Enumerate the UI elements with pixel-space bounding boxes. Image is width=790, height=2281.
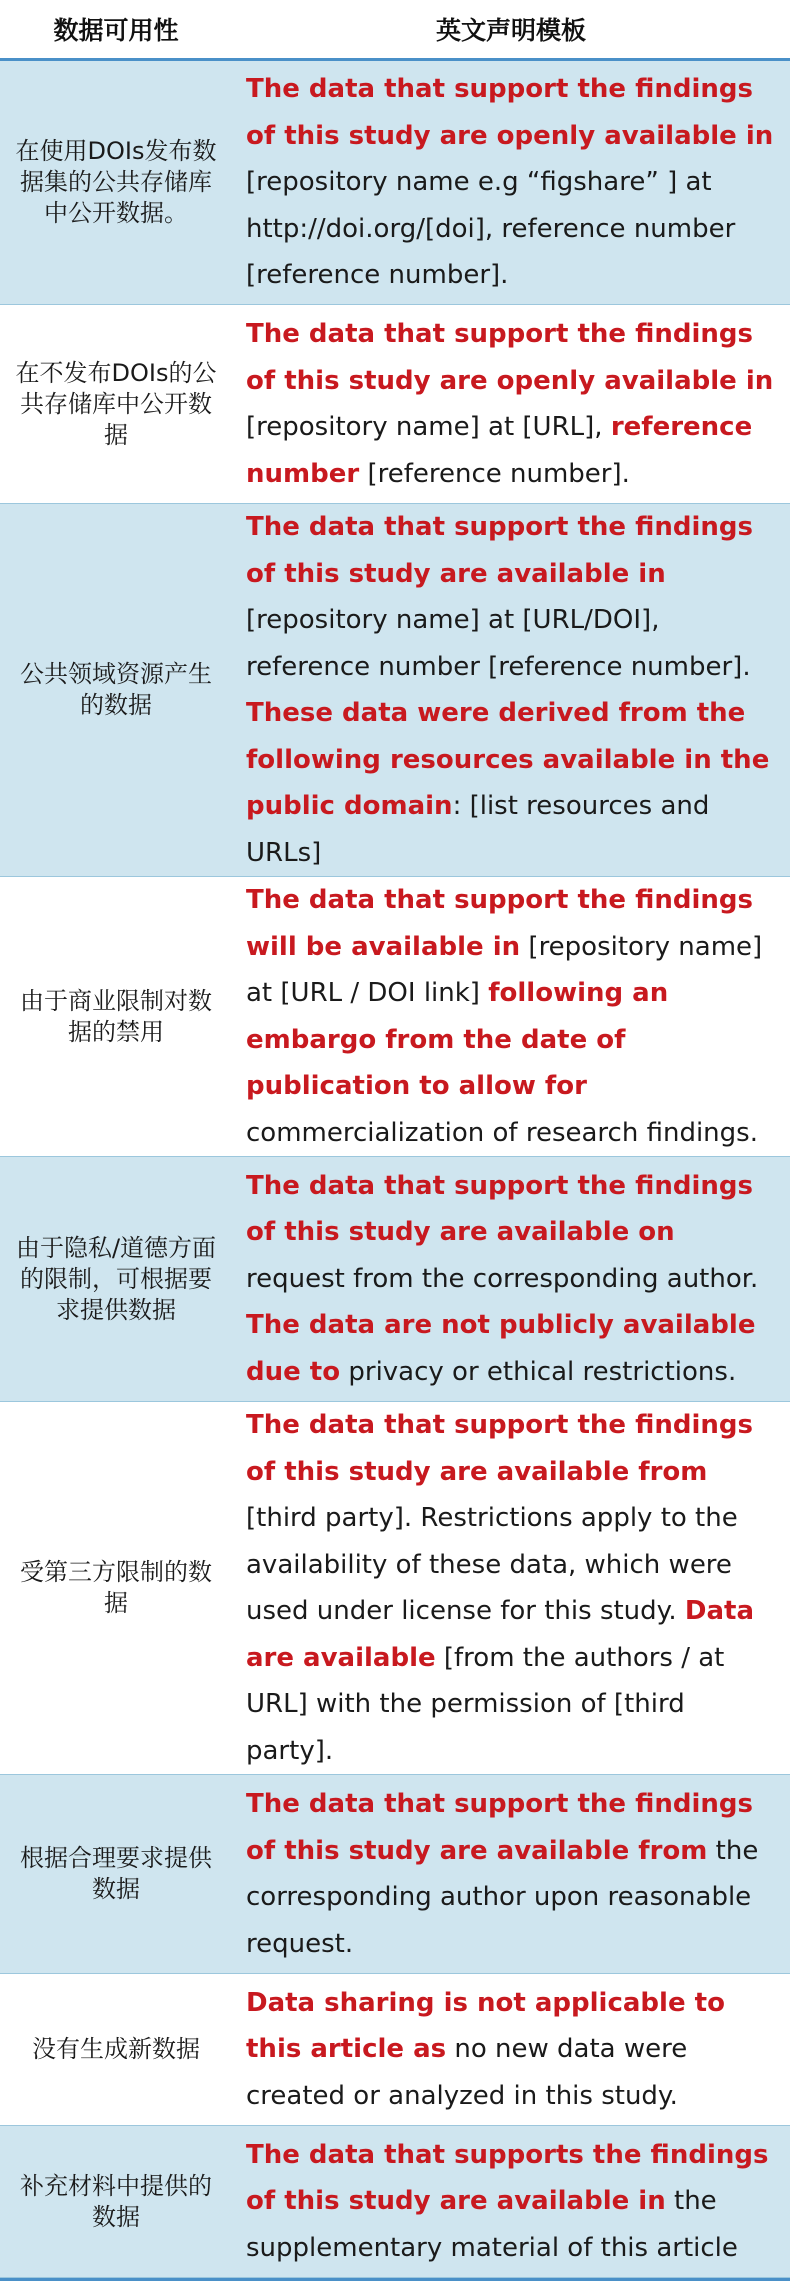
row-statement xyxy=(232,1157,790,1402)
statement-text: commercialization of research findings. xyxy=(246,1117,758,1148)
row-statement xyxy=(232,1402,790,1775)
header-statement-template: 英文声明模板 xyxy=(232,0,790,60)
table-row xyxy=(0,1974,790,2126)
table-row xyxy=(0,877,790,1157)
row-category: 公共领域资源产生的数据 xyxy=(0,504,232,877)
row-statement xyxy=(232,1974,790,2126)
statement-highlight: The data that support the findings of this study are available in xyxy=(246,512,753,589)
row-category: 根据合理要求提供数据 xyxy=(0,1775,232,1974)
statement-highlight: following an embargo from the date of publication to allow for xyxy=(246,978,669,1101)
statement-text: privacy or ethical restrictions. xyxy=(340,1356,737,1387)
row-statement xyxy=(232,305,790,504)
statement-text: [from the authors / at URL] with the permission of [third party]. xyxy=(246,1642,725,1766)
statement-highlight: These data were derived from the following resources available in the public domain xyxy=(246,698,770,821)
statement-text: [repository name] at [URL], xyxy=(246,412,611,442)
row-category: 受第三方限制的数据 xyxy=(0,1402,232,1775)
table-row xyxy=(0,305,790,504)
statement-text: : [list resources and URLs] xyxy=(246,791,710,868)
table-row xyxy=(0,2126,790,2278)
statement-highlight: The data are not publicly available due to xyxy=(246,1310,756,1387)
statement-highlight: The data that support the findings of this study are openly available in xyxy=(246,74,774,151)
row-category: 由于隐私/道德方面的限制，可根据要求提供数据 xyxy=(0,1157,232,1402)
statement-highlight: The data that support the findings of this study are available from xyxy=(246,1789,753,1866)
table-row xyxy=(0,60,790,305)
statement-text: [repository name] at [URL/DOI], reference number [reference number]. xyxy=(246,605,751,682)
table-header-row xyxy=(0,0,790,60)
row-statement xyxy=(232,877,790,1157)
row-statement xyxy=(232,504,790,877)
statement-text: the corresponding author upon reasonable request. xyxy=(246,1835,759,1959)
statement-text: [reference number]. xyxy=(359,458,630,489)
statement-highlight: The data that support the findings of this study are openly available in xyxy=(246,319,774,396)
statement-highlight: The data that support the findings of this study are available on xyxy=(246,1170,753,1248)
table-row xyxy=(0,504,790,877)
row-category: 补充材料中提供的数据 xyxy=(0,2126,232,2278)
row-category: 没有生成新数据 xyxy=(0,1974,232,2126)
statement-highlight: The data that support the findings will be available in xyxy=(246,885,753,962)
statement-highlight: The data that support the findings of this study are available from xyxy=(246,1410,753,1487)
statement-text: [repository name e.g “figshare” ] at http://doi.org/[doi], reference number [reference number]. xyxy=(246,167,736,291)
statement-highlight: Data sharing is not applicable to this article as xyxy=(246,1987,725,2065)
row-category: 由于商业限制对数据的禁用 xyxy=(0,877,232,1157)
table-row xyxy=(0,1775,790,1974)
header-data-availability: 数据可用性 xyxy=(0,0,232,60)
table-row xyxy=(0,1402,790,1775)
statement-text: [third party]. Restrictions apply to the availability of these data, which were used under license for this study. xyxy=(246,1503,738,1626)
statement-text: the supplementary material of this article xyxy=(246,2186,738,2263)
row-statement xyxy=(232,1775,790,1974)
statement-highlight: reference number xyxy=(246,412,753,489)
table-row xyxy=(0,1157,790,1402)
row-category: 在不发布DOIs的公共存储库中公开数据 xyxy=(0,305,232,504)
statement-text: [repository name] at [URL / DOI link] xyxy=(246,931,763,1008)
row-statement xyxy=(232,60,790,305)
statement-text: no new data were created or analyzed in this study. xyxy=(246,2034,688,2111)
row-statement xyxy=(232,2126,790,2278)
statement-highlight: The data that supports the findings of this study are available in xyxy=(246,2139,769,2217)
statement-highlight: Data are available xyxy=(246,1596,754,1673)
row-category: 在使用DOIs发布数据集的公共存储库中公开数据。 xyxy=(0,60,232,305)
statement-text: request from the corresponding author. xyxy=(246,1263,759,1294)
